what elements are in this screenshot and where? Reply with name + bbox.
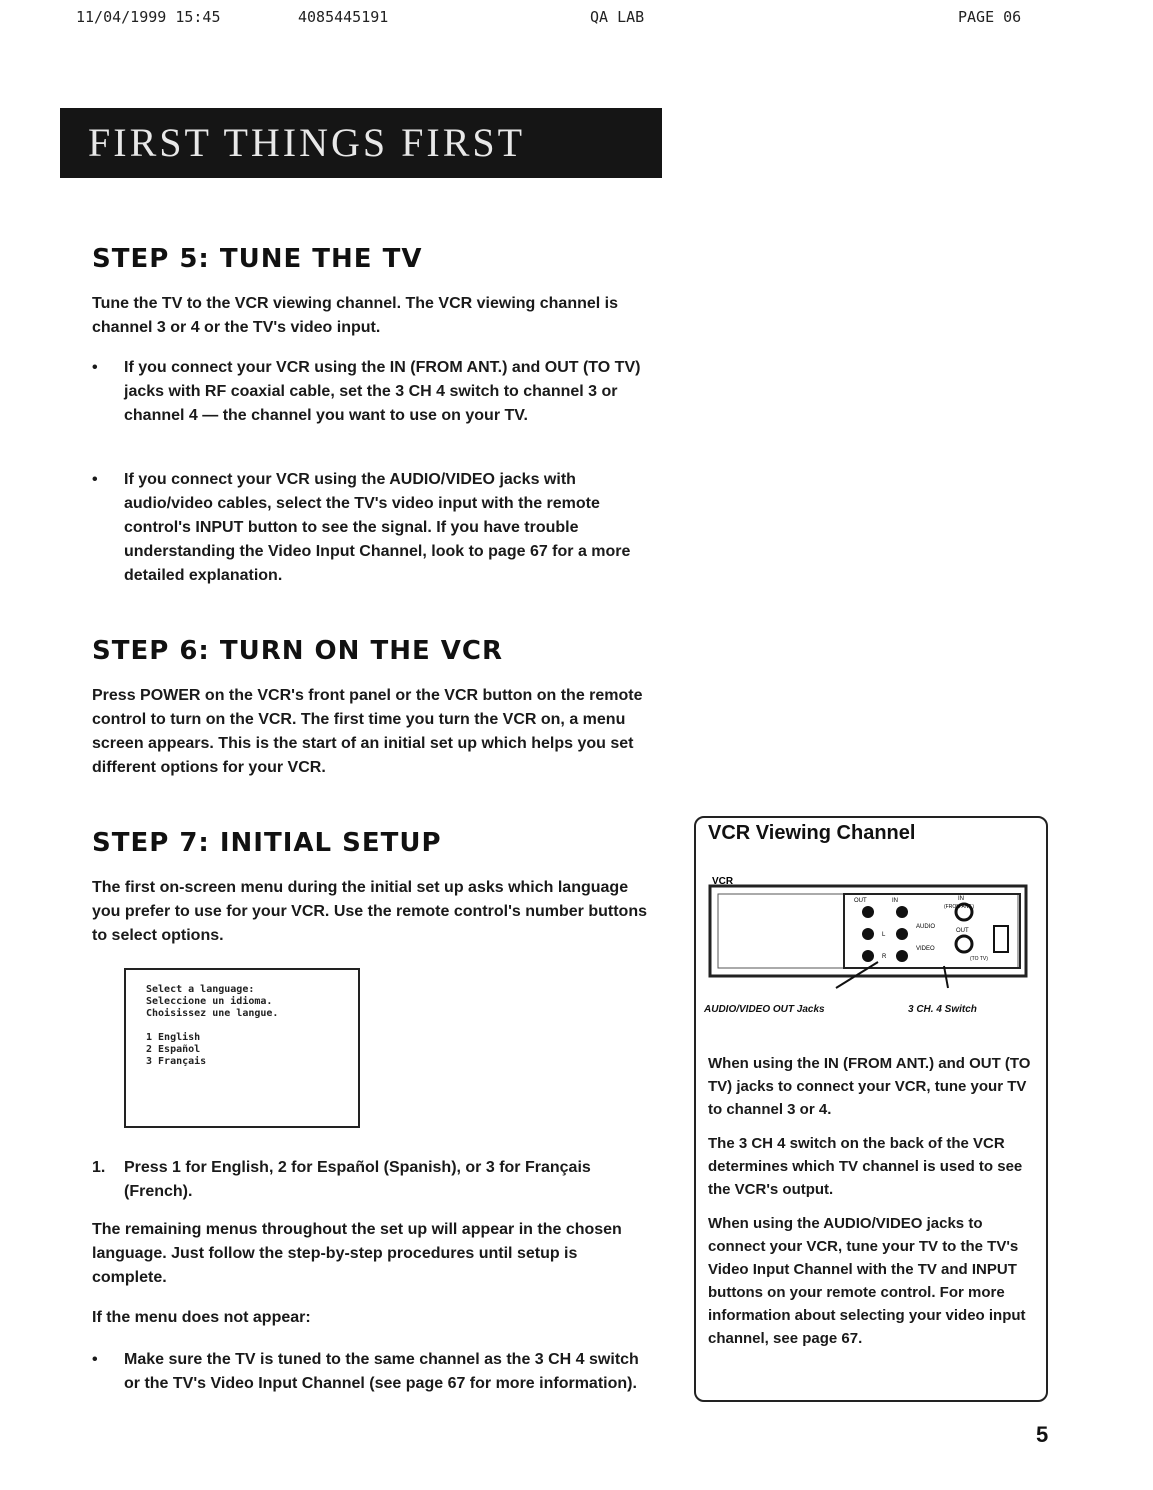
step7-if-not: If the menu does not appear: (92, 1309, 311, 1326)
step5-intro: Tune the TV to the VCR viewing channel. The VCR viewing channel is channel 3 or 4 or the TV's video input. (92, 295, 618, 336)
audio-r-out-jack (862, 950, 874, 962)
fax-dept: QA LAB (590, 8, 645, 26)
ch-switch (994, 926, 1008, 952)
step5-heading: STEP 5: TUNE THE TV (92, 244, 423, 274)
fax-date-time: 11/04/1999 15:45 (76, 8, 221, 26)
vcr-viewing-channel-sidebar (694, 816, 1048, 1402)
step5-bullet-2 (92, 468, 652, 592)
caption-ch-switch: 3 CH. 4 Switch (908, 1004, 977, 1015)
item-number: 1. (92, 1159, 106, 1176)
screen-prompt: Seleccione un idioma. (146, 996, 273, 1007)
svg-text:AUDIO: AUDIO (916, 924, 936, 930)
bullet-dot: • (92, 359, 98, 376)
screen-option: 3 Français (146, 1056, 207, 1067)
sidebar-para-2: The 3 CH 4 switch on the back of the VCR determines which TV channel is used to see the VCR's output. (708, 1135, 1023, 1198)
screen-option: 2 Español (146, 1044, 201, 1055)
fax-header (0, 4, 1153, 28)
svg-text:R: R (882, 954, 887, 960)
rf-out-jack (956, 936, 972, 952)
section-banner: FIRST THINGS FIRST (60, 108, 662, 178)
svg-text:IN: IN (958, 896, 964, 902)
fax-phone: 4085445191 (298, 8, 389, 26)
step7-heading: STEP 7: INITIAL SETUP (92, 828, 442, 858)
step7-bullet-text: Make sure the TV is tuned to the same channel as the 3 CH 4 switch or the TV's Video Input Channel (see page 67 for more information). (124, 1351, 639, 1392)
page-number: 5 (1036, 1422, 1049, 1447)
screen-prompt: Choisissez une langue. (146, 1008, 279, 1019)
step5-bullet-2-text: If you connect your VCR using the AUDIO/VIDEO jacks with audio/video cables, select the TV's video input with the remote control's INPUT button to see the signal. If you have trouble understanding the Video Input Channel, look to page 67 for a more detailed explanation. (124, 471, 631, 584)
sidebar-para-3: When using the AUDIO/VIDEO jacks to connect your VCR, tune your TV to the TV's Video Input Channel with the TV and INPUT buttons on your remote control. For more information about selecting your video input channel, see page 67. (708, 1215, 1026, 1347)
audio-r-in-jack (896, 950, 908, 962)
step5-bullet-1-text: If you connect your VCR using the IN (FROM ANT.) and OUT (TO TV) jacks with RF coaxial cable, set the 3 CH 4 switch to channel 3 or channel 4 — the channel you want to use on your TV. (124, 359, 641, 424)
bullet-dot: • (92, 471, 98, 488)
video-in-jack (896, 906, 908, 918)
svg-text:VIDEO: VIDEO (916, 946, 935, 952)
caption-av-jacks: AUDIO/VIDEO OUT Jacks (704, 1004, 825, 1015)
screen-option: 1 English (146, 1032, 201, 1043)
video-out-jack (862, 906, 874, 918)
svg-text:(TO TV): (TO TV) (970, 956, 988, 962)
sidebar-para-1: When using the IN (FROM ANT.) and OUT (TO TV) jacks to connect your VCR, tune your TV to channel 3 or 4. (708, 1055, 1031, 1118)
step7-numbered-text: Press 1 for English, 2 for Español (Spanish), or 3 for Français (French). (124, 1159, 591, 1200)
step5-bullet-1 (92, 356, 652, 456)
svg-text:L: L (882, 932, 886, 938)
bullet-dot: • (92, 1351, 98, 1368)
sidebar-title: VCR Viewing Channel (708, 822, 916, 844)
step6-text: Press POWER on the VCR's front panel or the VCR button on the remote control to turn on the VCR. The first time you turn the VCR on, a menu screen appears. This is the start of an initial set up which helps you set different options for your VCR. (92, 687, 643, 776)
step7-remaining: The remaining menus throughout the set up will appear in the chosen language. Just follow the step-by-step procedures until setup is complete. (92, 1221, 622, 1286)
svg-text:OUT: OUT (854, 898, 867, 904)
language-menu-screen (124, 968, 360, 1128)
fax-page: PAGE 06 (958, 8, 1022, 26)
svg-text:IN: IN (892, 898, 898, 904)
svg-text:OUT: OUT (956, 928, 969, 934)
vcr-label: VCR (712, 876, 734, 887)
audio-l-out-jack (862, 928, 874, 940)
screen-prompt: Select a language: (146, 984, 255, 995)
audio-l-in-jack (896, 928, 908, 940)
step7-intro: The first on-screen menu during the initial set up asks which language you prefer to use for your VCR. Use the remote control's number buttons to select options. (92, 879, 647, 944)
step7-bullet (92, 1348, 652, 1424)
step6-heading: STEP 6: TURN ON THE VCR (92, 636, 503, 666)
vcr-back-panel-diagram (708, 872, 1036, 990)
step7-numbered-item (92, 1156, 652, 1208)
svg-text:(FROM ANT.): (FROM ANT.) (944, 904, 974, 910)
